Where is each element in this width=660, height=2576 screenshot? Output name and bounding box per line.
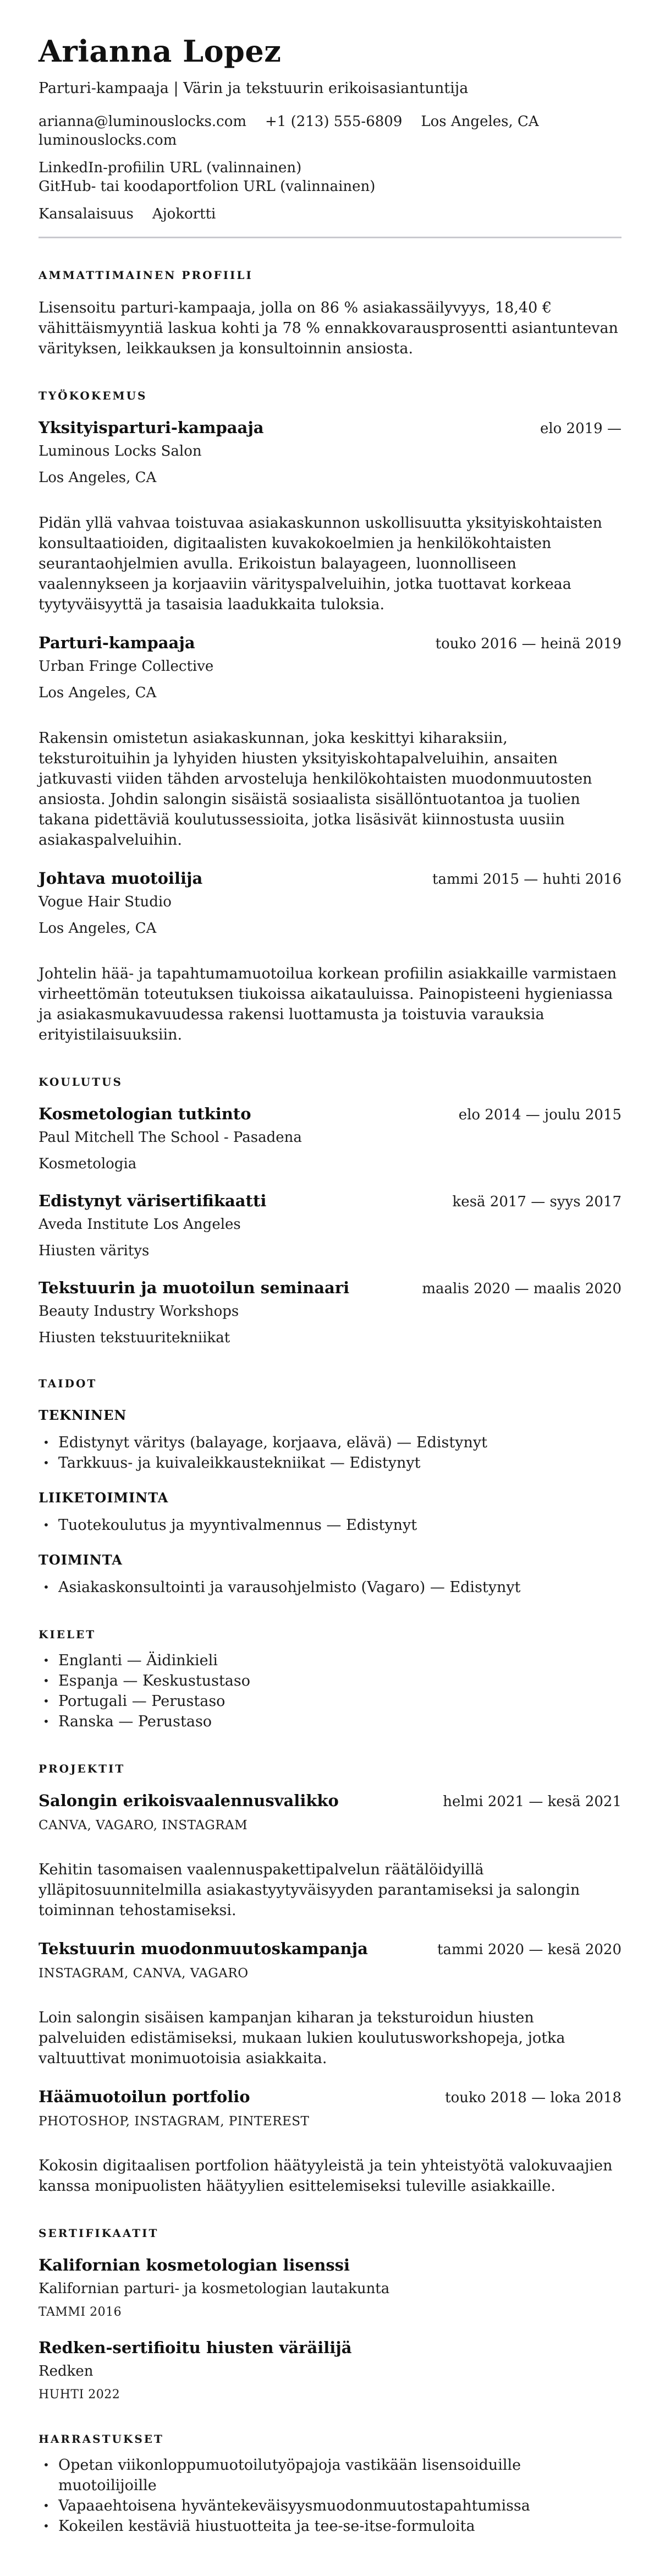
skill-item: • Asiakaskonsultointi ja varausohjelmisto (Vagaro) — Edistynyt (38, 1577, 622, 1598)
resume-header (38, 35, 622, 223)
project-entry (38, 1939, 622, 2069)
certification-title: Redken-sertifioitu hiusten väräilijä (38, 2338, 352, 2357)
project-entry-head (38, 1939, 622, 1958)
certification-entry (38, 2256, 622, 2320)
project-title: Salongin erikoisvaalennusvalikko (38, 1791, 339, 1810)
education-title: Tekstuurin ja muotoilun seminaari (38, 1278, 350, 1297)
certification-issuer: Redken (38, 2363, 94, 2380)
skill-group-business: LIIKETOIMINTA (38, 1490, 169, 1506)
hobby-item: • Opetan viikonloppumuotoilutyöpajoja vastikään lisensoiduille muotoilijoille (38, 2455, 622, 2496)
language-item: • Englanti — Äidinkieli (38, 1650, 622, 1671)
education-entry-head (38, 1278, 622, 1297)
education-title: Kosmetologian tutkinto (38, 1104, 251, 1123)
language-item: • Ranska — Perustaso (38, 1711, 622, 1732)
job-title: Johtava muotoilija (38, 869, 203, 888)
certification-title: Kalifornian kosmetologian lisenssi (38, 2256, 350, 2274)
project-dates: touko 2018 — loka 2018 (445, 2090, 622, 2106)
project-entry (38, 1791, 622, 1921)
education-field: Hiusten tekstuuritekniikat (38, 1330, 230, 1346)
job-entry (38, 418, 622, 615)
job-entry-head (38, 633, 622, 652)
contact-citizenship: Kansalaisuus (38, 206, 134, 222)
language-item: • Portugali — Perustaso (38, 1691, 622, 1711)
section-label-projects: PROJEKTIT (38, 1762, 125, 1775)
section-label-profile: AMMATTIMAINEN PROFIILI (38, 269, 253, 282)
education-entry-head (38, 1104, 622, 1123)
education-dates: elo 2014 — joulu 2015 (458, 1107, 622, 1123)
project-title: Tekstuurin muodonmuutoskampanja (38, 1939, 368, 1958)
education-field: Kosmetologia (38, 1156, 137, 1172)
project-tools: INSTAGRAM, CANVA, VAGARO (38, 1966, 249, 1981)
certification-date: TAMMI 2016 (38, 2305, 122, 2319)
education-entry-head (38, 1191, 622, 1210)
section-label-hobbies: HARRASTUKSET (38, 2432, 164, 2446)
header-divider (38, 237, 622, 238)
project-entry-head (38, 1791, 622, 1810)
education-entry (38, 1104, 622, 1173)
education-school: Aveda Institute Los Angeles (38, 1216, 241, 1233)
education-field: Hiusten väritys (38, 1243, 150, 1259)
job-description: Rakensin omistetun asiakaskunnan, joka keskittyi kiharaksiin, teksturoituihin ja lyhyiden hiusten yksityiskohtapalveluihin, ansaiten jatkuvasti viiden tähden arvosteluja henkilökohtaisten muodonmuutosten ansiosta. Johdin salongin sisäistä sosiaalista sisällöntuotantoa ja tuolien takana pidettäviä koulutussessioita, jotka lisäsivät kiinnostusta uusiin asiakaspalveluihin. (38, 730, 592, 849)
section-skills (38, 1376, 622, 1598)
education-entry (38, 1191, 622, 1260)
job-entry-head (38, 869, 622, 888)
section-label-certifications: SERTIFIKAATIT (38, 2227, 159, 2240)
job-title: Yksityisparturi-kampaaja (38, 418, 264, 437)
job-location: Los Angeles, CA (38, 685, 157, 701)
certification-date: HUHTI 2022 (38, 2388, 120, 2402)
section-profile (38, 268, 622, 359)
profile-text: Lisensoitu parturi-kampaaja, jolla on 86 % asiakassäilyvyys, 18,40 € vähittäismyyntiä laskua kohti ja 78 % ennakkovarausprosentti asiantuntevan värityksen, leikkauksen ja konsultoinnin ansiosta. (38, 299, 618, 357)
project-entry (38, 2087, 622, 2196)
section-label-education: KOULUTUS (38, 1075, 123, 1089)
job-company: Luminous Locks Salon (38, 443, 202, 460)
contact-linkedin-url: LinkedIn-profiilin URL (valinnainen) (38, 160, 302, 176)
skill-group-technical: TEKNINEN (38, 1407, 127, 1423)
project-dates: helmi 2021 — kesä 2021 (443, 1793, 622, 1810)
skill-item: • Edistynyt väritys (balayage, korjaava, elävä) — Edistynyt (38, 1432, 622, 1453)
skill-list-business (38, 1515, 622, 1535)
contact-github-url: GitHub- tai koodaportfolion URL (valinnainen) (38, 178, 376, 195)
skill-item: • Tuotekoulutus ja myyntivalmennus — Edistynyt (38, 1515, 622, 1535)
job-entry-head (38, 418, 622, 437)
contact-phone: +1 (213) 555-6809 (265, 113, 403, 130)
certification-issuer: Kalifornian parturi- ja kosmetologian lautakunta (38, 2280, 390, 2297)
job-company: Vogue Hair Studio (38, 894, 172, 910)
project-entry-head (38, 2087, 622, 2106)
hobby-item: • Vapaaehtoisena hyväntekeväisyysmuodonmuutostapahtumissa (38, 2496, 622, 2516)
person-job-title: Parturi-kampaaja | Värin ja tekstuurin erikoisasiantuntija (38, 80, 469, 97)
skill-group-operations: TOIMINTA (38, 1552, 123, 1568)
contact-row-2 (38, 158, 622, 196)
certification-entry (38, 2338, 622, 2402)
job-dates: touko 2016 — heinä 2019 (435, 636, 622, 652)
hobby-item: • Kokeilen kestäviä hiustuotteita ja tee-se-itse-formuloita (38, 2516, 622, 2536)
job-dates: tammi 2015 — huhti 2016 (432, 871, 622, 888)
job-location: Los Angeles, CA (38, 469, 157, 486)
contact-location: Los Angeles, CA (421, 113, 539, 130)
education-dates: kesä 2017 — syys 2017 (452, 1194, 622, 1210)
section-hobbies (38, 2432, 622, 2536)
language-item: • Espanja — Keskustustaso (38, 1671, 622, 1691)
contact-website: luminouslocks.com (38, 132, 177, 149)
section-education (38, 1075, 622, 1347)
hobby-list (38, 2455, 622, 2536)
job-description: Pidän yllä vahvaa toistuvaa asiakaskunnon uskollisuutta yksityiskohtaisten konsultaatioiden, digitaalisten kuvakokoelmien ja henkilökohtaisten seurantaohjelmien avulla. Erikoistun balayageen, luonnolliseen vaalennykseen ja korjaaviin värityspalveluihin, jotka tuottavat korkeaa tyytyväisyyttä ja tasaisia laadukkaita tuloksia. (38, 515, 602, 613)
project-description: Kehitin tasomaisen vaalennuspakettipalvelun räätälöidyillä ylläpitosuunnitelmilla asiakastyytyväisyyden parantamiseksi ja salongin toiminnan tehostamiseksi. (38, 1861, 580, 1919)
skill-list-technical (38, 1432, 622, 1473)
education-entry (38, 1278, 622, 1347)
education-school: Paul Mitchell The School - Pasadena (38, 1129, 302, 1146)
section-projects (38, 1762, 622, 2196)
language-list (38, 1650, 622, 1732)
section-label-experience: TYÖKOKEMUS (38, 389, 147, 402)
job-company: Urban Fringe Collective (38, 658, 214, 675)
project-dates: tammi 2020 — kesä 2020 (437, 1941, 622, 1958)
skill-item: • Tarkkuus- ja kuivaleikkaustekniikat — Edistynyt (38, 1453, 622, 1473)
education-dates: maalis 2020 — maalis 2020 (422, 1281, 622, 1297)
contact-row-1 (38, 112, 622, 150)
contact-email: arianna@luminouslocks.com (38, 113, 247, 130)
contact-row-3 (38, 205, 622, 223)
section-languages (38, 1627, 622, 1732)
project-description: Kokosin digitaalisen portfolion häätyyleistä ja tein yhteistyötä valokuvaajien kanssa monipuolisten häätyylien esittelemiseksi tuleville asiakkaille. (38, 2157, 613, 2195)
project-description: Loin salongin sisäisen kampanjan kiharan ja teksturoidun hiusten palveluiden edistämiseksi, mukaan lukien koulutusworkshopeja, jotka valtuuttivat monimuotoisia asiakkaita. (38, 2009, 565, 2067)
job-entry (38, 869, 622, 1045)
section-label-languages: KIELET (38, 1628, 96, 1641)
section-experience (38, 389, 622, 1045)
education-title: Edistynyt värisertifikaatti (38, 1191, 267, 1210)
job-location: Los Angeles, CA (38, 920, 157, 937)
job-title: Parturi-kampaaja (38, 633, 195, 652)
job-description: Johtelin hää- ja tapahtumamuotoilua korkean profiilin asiakkaille varmistaen virheettömän toteutuksen tiukoissa aikatauluissa. Painopisteeni hygieniassa ja asiakasmukavuudessa rakensi luottamusta ja toistuvia varauksia erityistilaisuuksiin. (38, 965, 617, 1043)
section-label-skills: TAIDOT (38, 1377, 97, 1390)
education-school: Beauty Industry Workshops (38, 1303, 239, 1320)
job-dates: elo 2019 — (540, 420, 622, 437)
project-tools: PHOTOSHOP, INSTAGRAM, PINTEREST (38, 2114, 310, 2129)
job-entry (38, 633, 622, 850)
project-tools: CANVA, VAGARO, INSTAGRAM (38, 1818, 248, 1833)
project-title: Häämuotoilun portfolio (38, 2087, 250, 2106)
person-name: Arianna Lopez (38, 34, 282, 69)
section-certifications (38, 2226, 622, 2402)
skill-list-operations (38, 1577, 622, 1598)
contact-drivers-license: Ajokortti (152, 206, 216, 222)
